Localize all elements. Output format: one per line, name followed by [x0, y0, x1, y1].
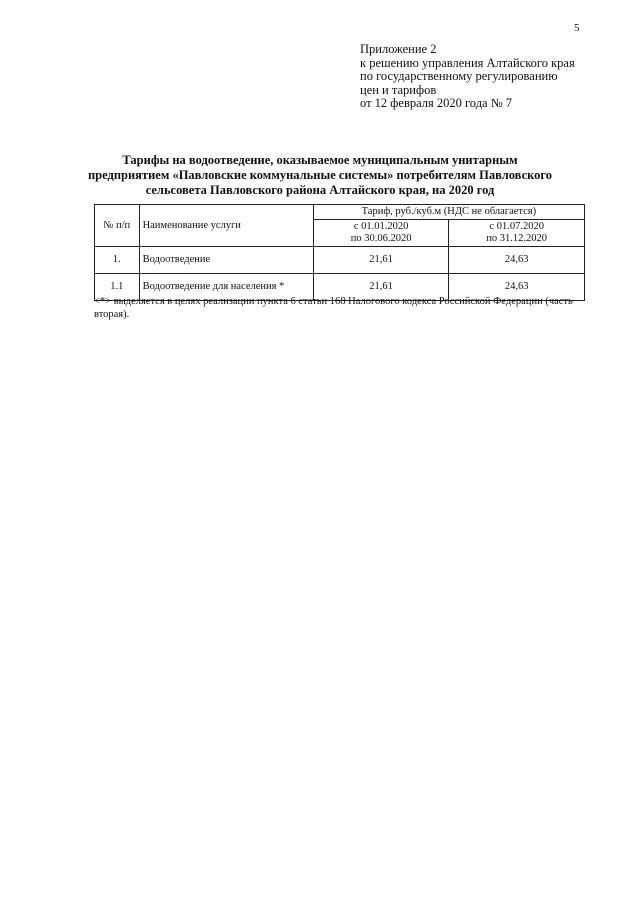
row-tariff-period-2: 24,63 [449, 247, 585, 274]
period-to: по 31.12.2020 [486, 233, 548, 244]
table-row [95, 247, 585, 274]
period-to: по 30.06.2020 [350, 233, 412, 244]
page-number: 5 [574, 22, 580, 34]
table-header-row [95, 205, 585, 220]
title-line: Тарифы на водоотведение, оказываемое муниципальным унитарным [122, 153, 518, 167]
appendix-header [360, 43, 630, 111]
appendix-line: цен и тарифов [360, 82, 437, 97]
row-number: 1.1 [95, 274, 140, 301]
appendix-line: по государственному регулированию [360, 69, 558, 83]
row-service-name: Водоотведение для населения * [139, 274, 313, 301]
header-number: № п/п [95, 205, 140, 247]
title-line: предприятием «Павловские коммунальные системы» потребителям Павловского [87, 168, 553, 182]
footnote: <*> выделяется в целях реализации пункта 6 статьи 168 Налогового кодекса Российской Федерации (часть вторая). [94, 296, 573, 320]
document-title [80, 153, 560, 198]
tariff-table [94, 204, 585, 301]
row-service-name: Водоотведение [139, 247, 313, 274]
header-period-1 [313, 220, 449, 247]
period-from: с 01.01.2020 [353, 221, 409, 232]
title-line: сельсовета Павловского района Алтайского края, на 2020 год [145, 183, 495, 197]
appendix-line: от 12 февраля 2020 года № 7 [360, 96, 513, 110]
row-number: 1. [95, 247, 140, 274]
header-service-name: Наименование услуги [139, 205, 313, 247]
period-from: с 01.07.2020 [489, 221, 544, 232]
appendix-line: Приложение 2 [360, 42, 437, 56]
appendix-line: к решению управления Алтайского края [360, 55, 575, 70]
row-tariff-period-1: 21,61 [313, 274, 449, 301]
row-tariff-period-2: 24,63 [449, 274, 585, 301]
header-tariff: Тариф, руб./куб.м (НДС не облагается) [313, 205, 584, 220]
row-tariff-period-1: 21,61 [313, 247, 449, 274]
header-period-2 [449, 220, 585, 247]
